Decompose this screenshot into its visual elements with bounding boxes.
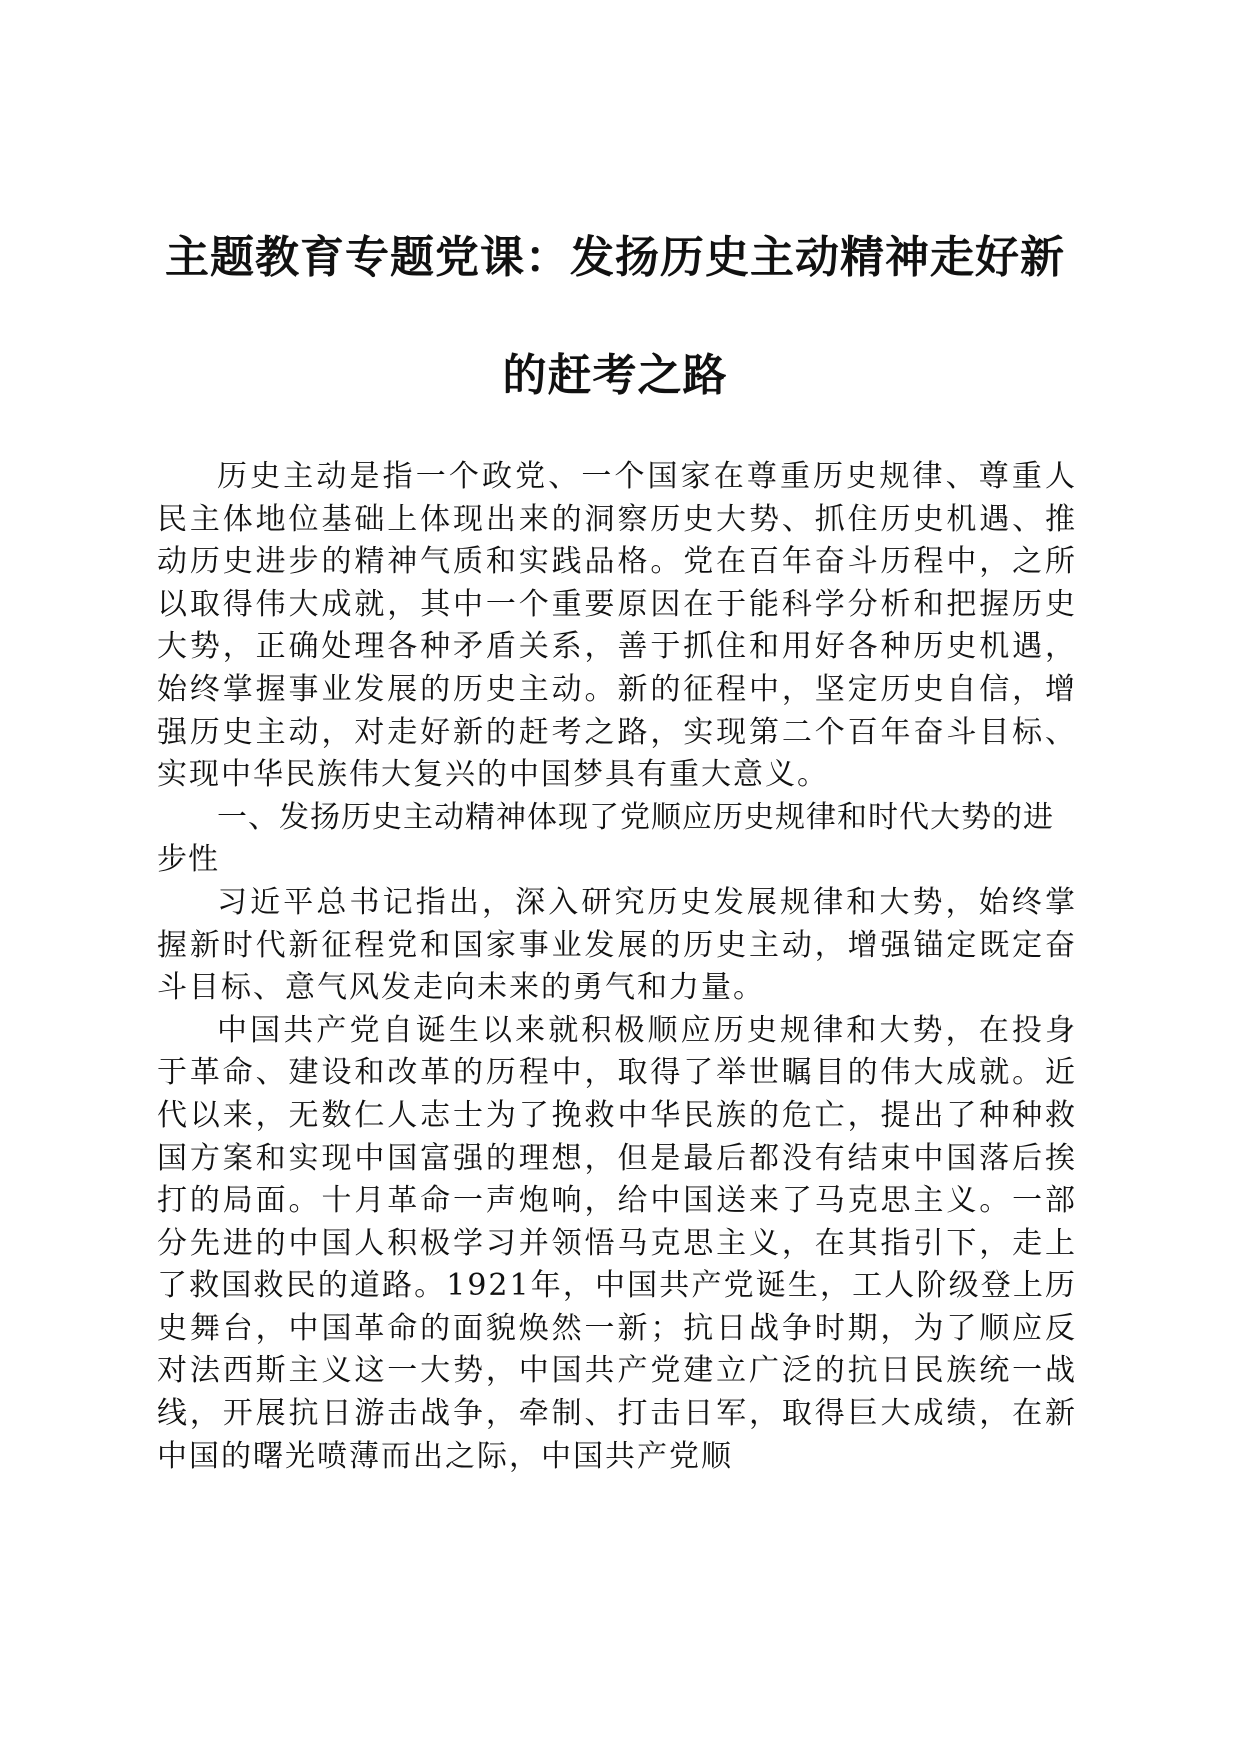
section-paragraph: 中国共产党自诞生以来就积极顺应历史规律和大势，在投身于革命、建设和改革的历程中，取得了举世瞩目的伟大成就。近代以来，无数仁人志士为了挽救中华民族的危亡，提出了种种救国方案和实现中国富强的理想，但是最后都没有结束中国落后挨打的局面。十月革命一声炮响，给中国送来了马克思主义。一部分先进的中国人积极学习并领悟马克思主义，在其指引下，走上了救国救民的道路。1921年，中国共产党诞生，工人阶级登上历史舞台，中国革命的面貌焕然一新；抗日战争时期，为了顺应反对法西斯主义这一大势，中国共产党建立广泛的抗日民族统一战线，开展抗日游击战争，牵制、打击日军，取得巨大成绩，在新中国的曙光喷薄而出之际，中国共产党顺 <box>157 1012 1077 1474</box>
document-title-line2: 的赶考之路 <box>502 350 728 401</box>
document-title-line1: 主题教育专题党课：发扬历史主动精神走好新 <box>165 232 1065 283</box>
intro-paragraph: 历史主动是指一个政党、一个国家在尊重历史规律、尊重人民主体地位基础上体现出来的洞察历史大势、抓住历史机遇、推动历史进步的精神气质和实践品格。党在百年奋斗历程中，之所以取得伟大成就，其中一个重要原因在于能科学分析和把握历史大势，正确处理各种矛盾关系，善于抓住和用好各种历史机遇，始终掌握事业发展的历史主动。新的征程中，坚定历史自信，增强历史主动，对走好新的赶考之路，实现第二个百年奋斗目标、实现中华民族伟大复兴的中国梦具有重大意义。 <box>157 459 1077 793</box>
section-paragraph: 习近平总书记指出，深入研究历史发展规律和大势，始终掌握新时代新征程党和国家事业发展的历史主动，增强锚定既定奋斗目标、意气风发走向未来的勇气和力量。 <box>157 884 1077 1006</box>
document-body <box>157 456 1077 1478</box>
section-heading: 一、发扬历史主动精神体现了党顺应历史规律和时代大势的进步性 <box>157 799 1054 878</box>
